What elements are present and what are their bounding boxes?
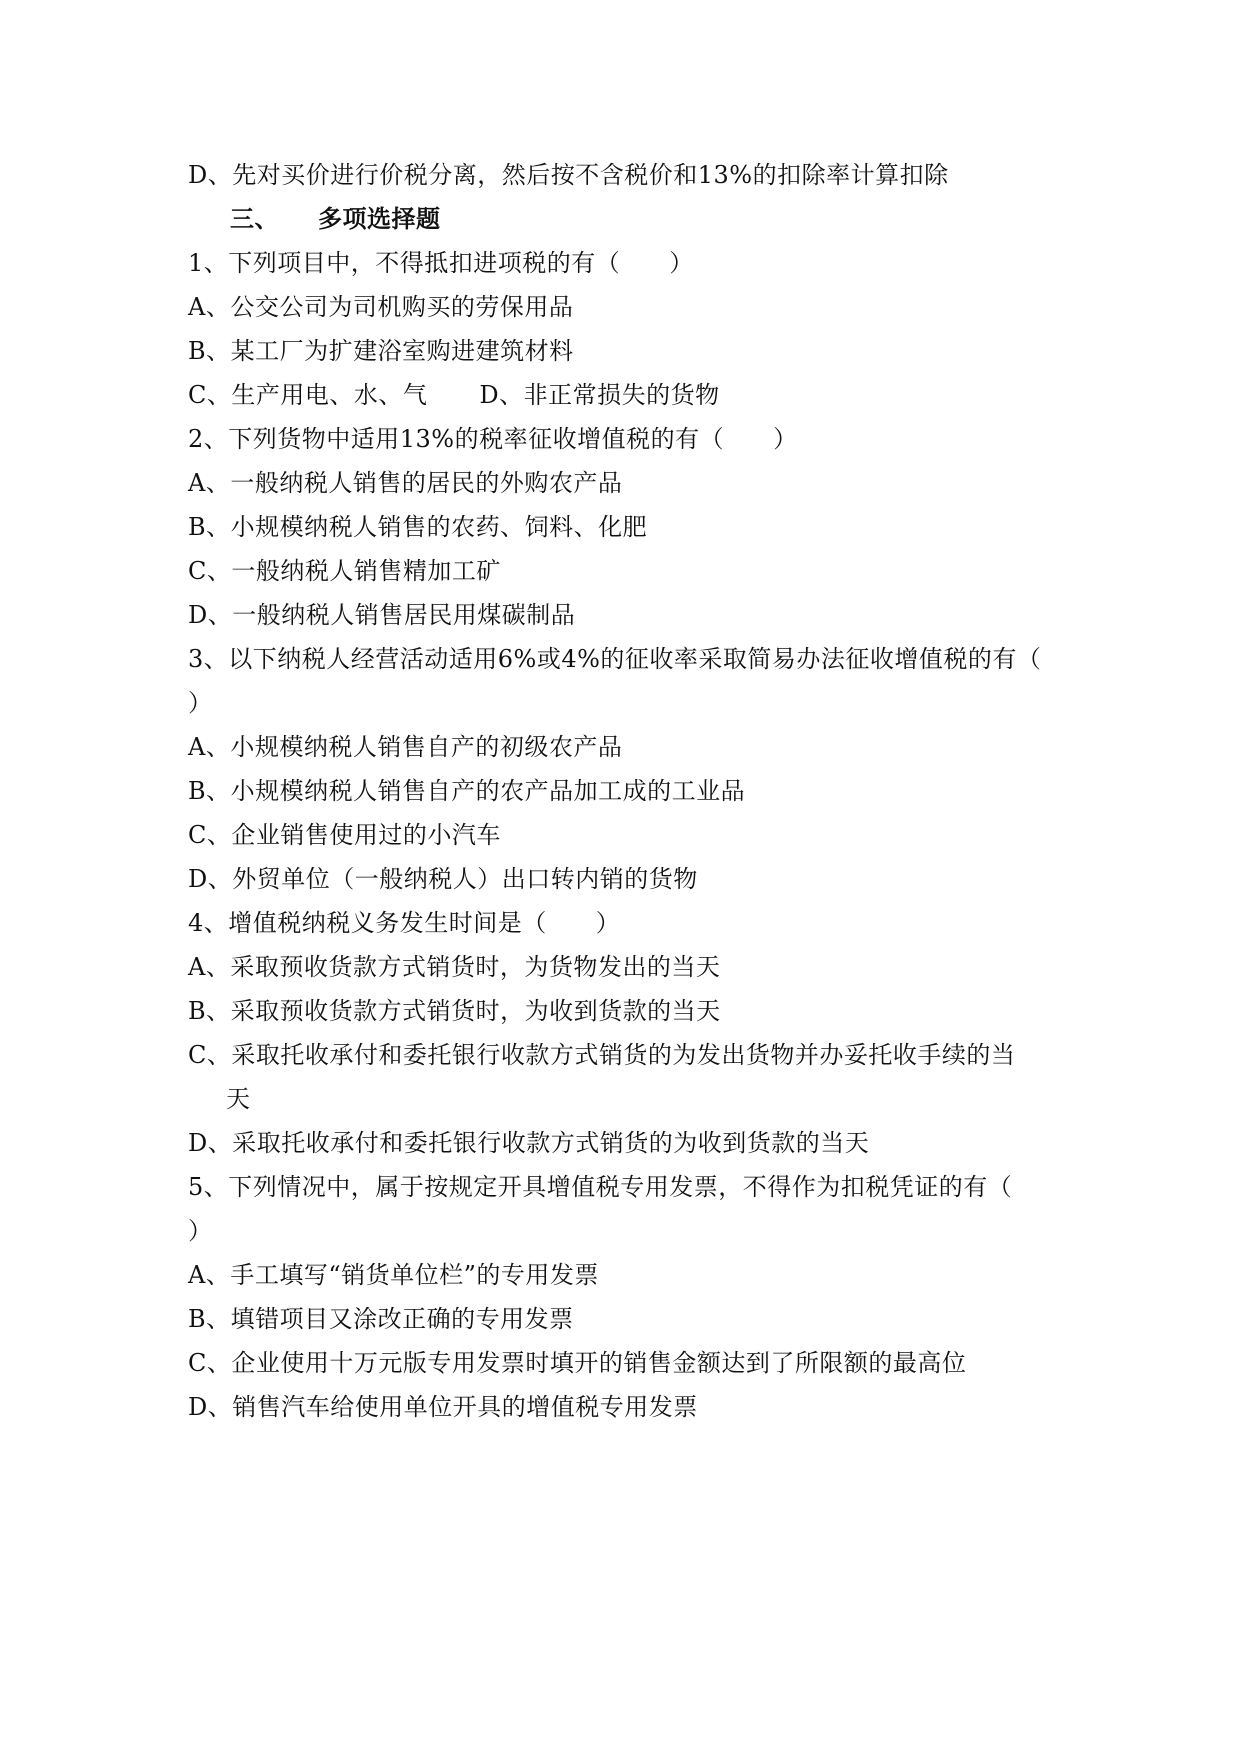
question-2: 2、下列货物中适用13%的税率征收增值税的有（ ） <box>188 425 798 453</box>
q2-option-d: D、一般纳税人销售居民用煤碳制品 <box>188 601 576 629</box>
q2-option-b: B、小规模纳税人销售的农药、饲料、化肥 <box>188 513 648 541</box>
question-1: 1、下列项目中，不得抵扣进项税的有（ ） <box>188 249 694 277</box>
q4-option-b: B、采取预收货款方式销货时，为收到货款的当天 <box>188 997 721 1025</box>
question-5-continued: ） <box>188 1217 213 1245</box>
q1-option-d: D、非正常损失的货物 <box>479 381 720 409</box>
question-4: 4、增值税纳税义务发生时间是（ ） <box>188 909 621 937</box>
q1-options-c-d <box>188 380 720 410</box>
question-3: 3、以下纳税人经营活动适用6%或4%的征收率采取简易办法征收增值税的有（ <box>188 645 1042 673</box>
q2-option-a: A、一般纳税人销售的居民的外购农产品 <box>188 469 623 497</box>
q3-option-b: B、小规模纳税人销售自产的农产品加工成的工业品 <box>188 777 746 805</box>
q4-option-a: A、采取预收货款方式销货时，为货物发出的当天 <box>188 953 721 981</box>
q5-option-b: B、填错项目又涂改正确的专用发票 <box>188 1305 574 1333</box>
q4-option-d: D、采取托收承付和委托银行收款方式销货的为收到货款的当天 <box>188 1129 870 1157</box>
question-5: 5、下列情况中，属于按规定开具增值税专用发票，不得作为扣税凭证的有（ <box>188 1173 1013 1201</box>
q4-option-c: C、采取托收承付和委托银行收款方式销货的为发出货物并办妥托收手续的当 <box>188 1041 1016 1069</box>
q4-option-c-continued: 天 <box>226 1085 251 1113</box>
q1-option-a: A、公交公司为司机购买的劳保用品 <box>188 293 574 321</box>
q3-option-d: D、外贸单位（一般纳税人）出口转内销的货物 <box>188 865 698 893</box>
question-3-continued: ） <box>188 689 213 717</box>
q3-option-c: C、企业销售使用过的小汽车 <box>188 821 501 849</box>
q2-option-c: C、一般纳税人销售精加工矿 <box>188 557 501 585</box>
section-number: 三、 <box>230 204 279 233</box>
q5-option-c: C、企业使用十万元版专用发票时填开的销售金额达到了所限额的最高位 <box>188 1349 967 1377</box>
section-title: 多项选择题 <box>318 204 441 233</box>
q5-option-a: A、手工填写“销货单位栏”的专用发票 <box>188 1261 599 1289</box>
q1-option-b: B、某工厂为扩建浴室购进建筑材料 <box>188 337 574 365</box>
section-heading <box>230 204 441 234</box>
q5-option-d: D、销售汽车给使用单位开具的增值税专用发票 <box>188 1393 698 1421</box>
option-line: D、先对买价进行价税分离，然后按不含税价和13%的扣除率计算扣除 <box>188 161 949 189</box>
q3-option-a: A、小规模纳税人销售自产的初级农产品 <box>188 733 623 761</box>
q1-option-c: C、生产用电、水、气 <box>188 381 428 409</box>
